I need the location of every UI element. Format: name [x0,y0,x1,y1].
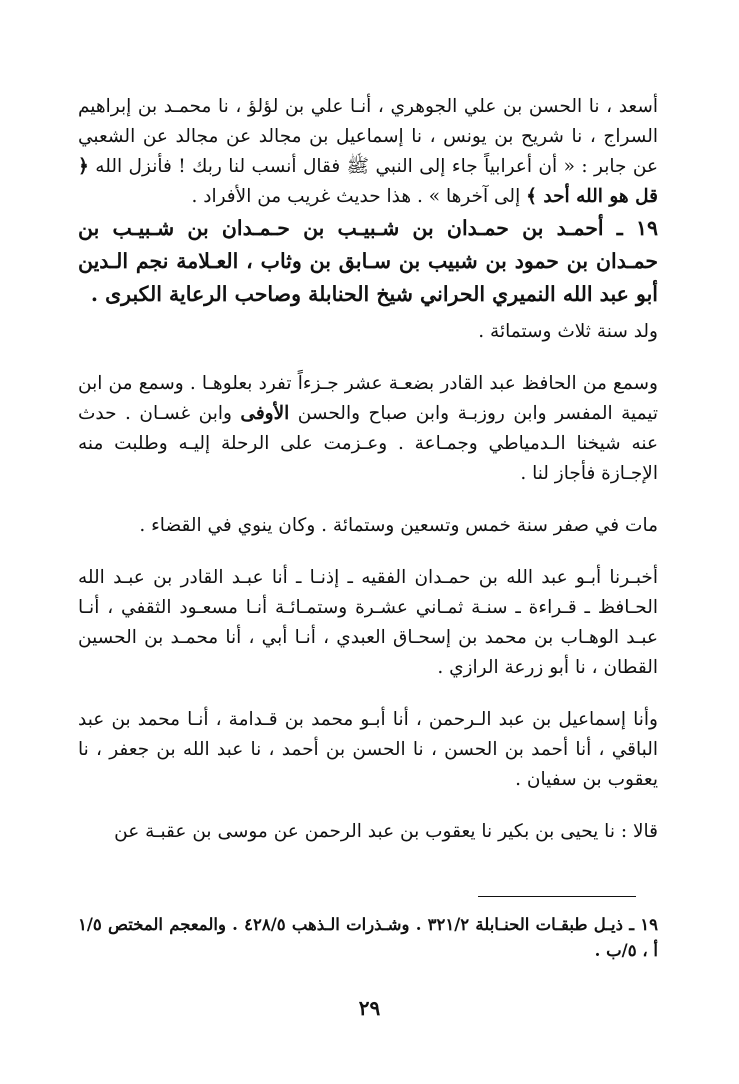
study-text-end: وابن غسـان . حدث عنه شيخنا الـدمياطي وجمـاعة . وعـزمت على الرحلة إليـه وطلبت منه الإجـازة فأجاز لنا . [78,403,658,484]
paragraph-chain-2: وأنا إسماعيل بن عبد الـرحمن ، أنا أبـو محمد بن قـدامة ، أنـا محمد بن عبد الباقي ، أنا أحمد بن الحسن ، نا الحسن بن أحمد ، نا عبد الله بن جعفر ، نا يعقوب بن سفيان . [78,709,658,790]
hadith-text: أسعد ، نا الحسن بن علي الجوهري ، أنـا علي بن لؤلؤ ، نا محمـد بن إبراهيم السراج ، نا شريح بن يونس ، نا إسماعيل بن مجالد عن مجالد عن الشعبي عن جابر : « أن أعرابياً جاء إلى النبي ﷺ فقال أنسب لنا ربك ! فأنزل الله [78,96,658,177]
study-text: وسمع من الحافظ عبد القادر بضعـة عشر جـزءاً تفرد بعلوهـا . وسمع من ابن تيمية المفسر وابن روزبـة وابن صباح والحسن [78,373,659,424]
paragraph-hadith-chain [78,92,658,212]
paragraph-chain-1: أخبـرنا أبـو عبد الله بن حمـدان الفقيه ـ إذنـا ـ أنا عبـد القادر بن عبـد الله الحـافظ ـ قـراءة ـ سنـة ثمـاني عشـرة وستمـائـة أنـا مسعـود الثقفي ، أنـا عبـد الوهـاب بن محمد بن إسحـاق العبدي ، أنـا أبي ، أنا محمـد بن الحسين القطان ، نا أبو زرعة الرازي . [78,567,658,678]
death-line: مات في صفر سنة خمس وتسعين وستمائة . وكان ينوي في القضاء . [139,515,658,536]
page-number: ٢٩ [358,996,381,1020]
footnote: ١٩ ـ ذيـل طبقـات الحنـابلة ٣٢١/٢ . وشـذرات الـذهب ٤٢٨/٥ . والمعجم المختص ١/٥ أ ، ٥/ب . [78,915,658,960]
footnote-divider [478,896,636,897]
birth-line: ولد سنة ثلاث وستمائة . [478,321,658,342]
biography-heading: ١٩ ـ أحمـد بن حمـدان بن شـبيـب بن حـمـدان بن شـبيـب بن حمـدان بن حمود بن شبيب بن سـابق بن وثاب ، العـلامة نجم الـدين أبو عبد الله النميري الحراني شيخ الحنابلة وصاحب الرعاية الكبرى . [78,216,658,306]
page-body [78,92,658,847]
paragraph-qala: قالا : نا يحيى بن بكير نا يعقوب بن عبد الرحمن عن موسى بن عقبـة عن [114,821,658,842]
paragraph-study [78,369,658,489]
quran-quote: ﴿ قل هو الله أحد ﴾ [78,156,658,207]
hadith-text-end: إلى آخرها » . هذا حديث غريب من الأفراد . [191,186,521,207]
bold-name: الأوفى [240,403,290,424]
